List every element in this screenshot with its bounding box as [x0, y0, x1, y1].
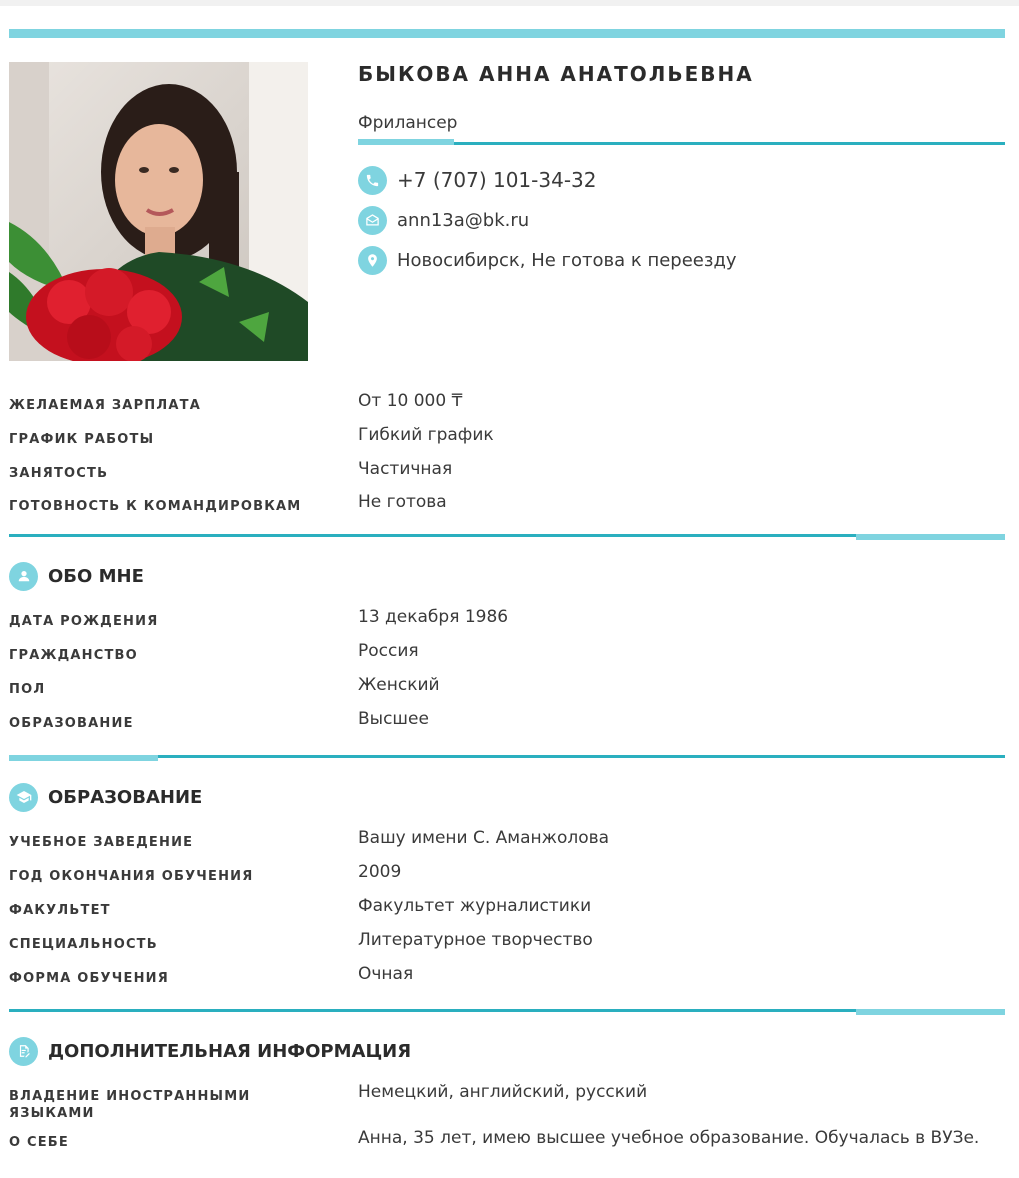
job-position: Фрилансер — [358, 113, 458, 133]
graduation-year-row — [9, 862, 1009, 886]
field-value: 2009 — [358, 862, 402, 882]
contact-location — [358, 245, 737, 275]
field-value: Женский — [358, 675, 440, 695]
salary-row — [9, 391, 1009, 415]
field-label: ОБРАЗОВАНИЕ — [9, 716, 134, 731]
field-value: Анна, 35 лет, имею высшее учебное образование. Обучалась в ВУЗе. — [358, 1128, 980, 1148]
phone-number[interactable]: +7 (707) 101-34-32 — [397, 168, 597, 192]
top-band — [0, 0, 1019, 6]
section-divider-accent — [856, 1009, 1005, 1015]
section-title: ДОПОЛНИТЕЛЬНАЯ ИНФОРМАЦИЯ — [48, 1040, 412, 1062]
about-self-row — [9, 1128, 1009, 1152]
header-accent-bar — [9, 29, 1005, 38]
employment-row — [9, 459, 1009, 483]
field-value: Вашу имени С. Аманжолова — [358, 828, 610, 848]
field-label: ГРАФИК РАБОТЫ — [9, 432, 155, 447]
field-value: Факультет журналистики — [358, 896, 592, 916]
institution-row — [9, 828, 1009, 852]
contact-phone[interactable] — [358, 165, 596, 195]
section-title: ОБО МНЕ — [48, 565, 144, 587]
field-label: ЗАНЯТОСТЬ — [9, 466, 109, 481]
field-label: ЖЕЛАЕМАЯ ЗАРПЛАТА — [9, 398, 201, 413]
faculty-row — [9, 896, 1009, 920]
document-edit-icon — [9, 1037, 38, 1066]
field-value: Не готова — [358, 492, 447, 512]
section-divider-accent — [9, 755, 158, 761]
field-label: ФАКУЛЬТЕТ — [9, 903, 111, 918]
field-value: Очная — [358, 964, 414, 984]
email-address[interactable]: ann13a@bk.ru — [397, 209, 530, 231]
field-label: ДАТА РОЖДЕНИЯ — [9, 614, 159, 629]
candidate-name: БЫКОВА АННА АНАТОЛЬЕВНА — [358, 62, 754, 86]
phone-icon — [358, 166, 387, 195]
field-value: 13 декабря 1986 — [358, 607, 509, 627]
profile-photo — [9, 62, 308, 361]
field-value: От 10 000 ₸ — [358, 391, 463, 411]
citizenship-row — [9, 641, 1009, 665]
location-pin-icon — [358, 246, 387, 275]
section-education-header — [9, 782, 202, 812]
field-label: ГРАЖДАНСТВО — [9, 648, 138, 663]
position-divider-accent — [358, 139, 454, 145]
section-divider — [9, 755, 1005, 758]
field-label: ГОТОВНОСТЬ К КОМАНДИРОВКАМ — [9, 499, 302, 514]
section-additional-header — [9, 1036, 411, 1066]
field-label: СПЕЦИАЛЬНОСТЬ — [9, 937, 158, 952]
contact-email[interactable] — [358, 205, 529, 235]
specialty-row — [9, 930, 1009, 954]
position-divider — [358, 142, 1005, 145]
section-divider-accent — [856, 534, 1005, 540]
study-form-row — [9, 964, 1009, 988]
field-label: УЧЕБНОЕ ЗАВЕДЕНИЕ — [9, 835, 194, 850]
section-title: ОБРАЗОВАНИЕ — [48, 786, 203, 808]
field-label: ПОЛ — [9, 682, 46, 697]
field-value: Литературное творчество — [358, 930, 593, 950]
field-value: Высшее — [358, 709, 429, 729]
field-label: О СЕБЕ — [9, 1135, 69, 1150]
education-level-row — [9, 709, 1009, 733]
field-value: Немецкий, английский, русский — [358, 1082, 648, 1102]
field-label: ФОРМА ОБУЧЕНИЯ — [9, 971, 169, 986]
gender-row — [9, 675, 1009, 699]
location-text: Новосибирск, Не готова к переезду — [397, 249, 737, 271]
birth-row — [9, 607, 1009, 631]
email-icon — [358, 206, 387, 235]
person-icon — [9, 562, 38, 591]
schedule-row — [9, 425, 1009, 449]
field-label: ГОД ОКОНЧАНИЯ ОБУЧЕНИЯ — [9, 869, 254, 884]
field-value: Частичная — [358, 459, 453, 479]
field-value: Гибкий график — [358, 425, 494, 445]
languages-row — [9, 1082, 1009, 1122]
section-about-header — [9, 561, 144, 591]
trips-row — [9, 492, 1009, 516]
field-label: ВЛАДЕНИЕ ИНОСТРАННЫМИ ЯЗЫКАМИ — [9, 1089, 251, 1121]
graduation-cap-icon — [9, 783, 38, 812]
field-value: Россия — [358, 641, 419, 661]
